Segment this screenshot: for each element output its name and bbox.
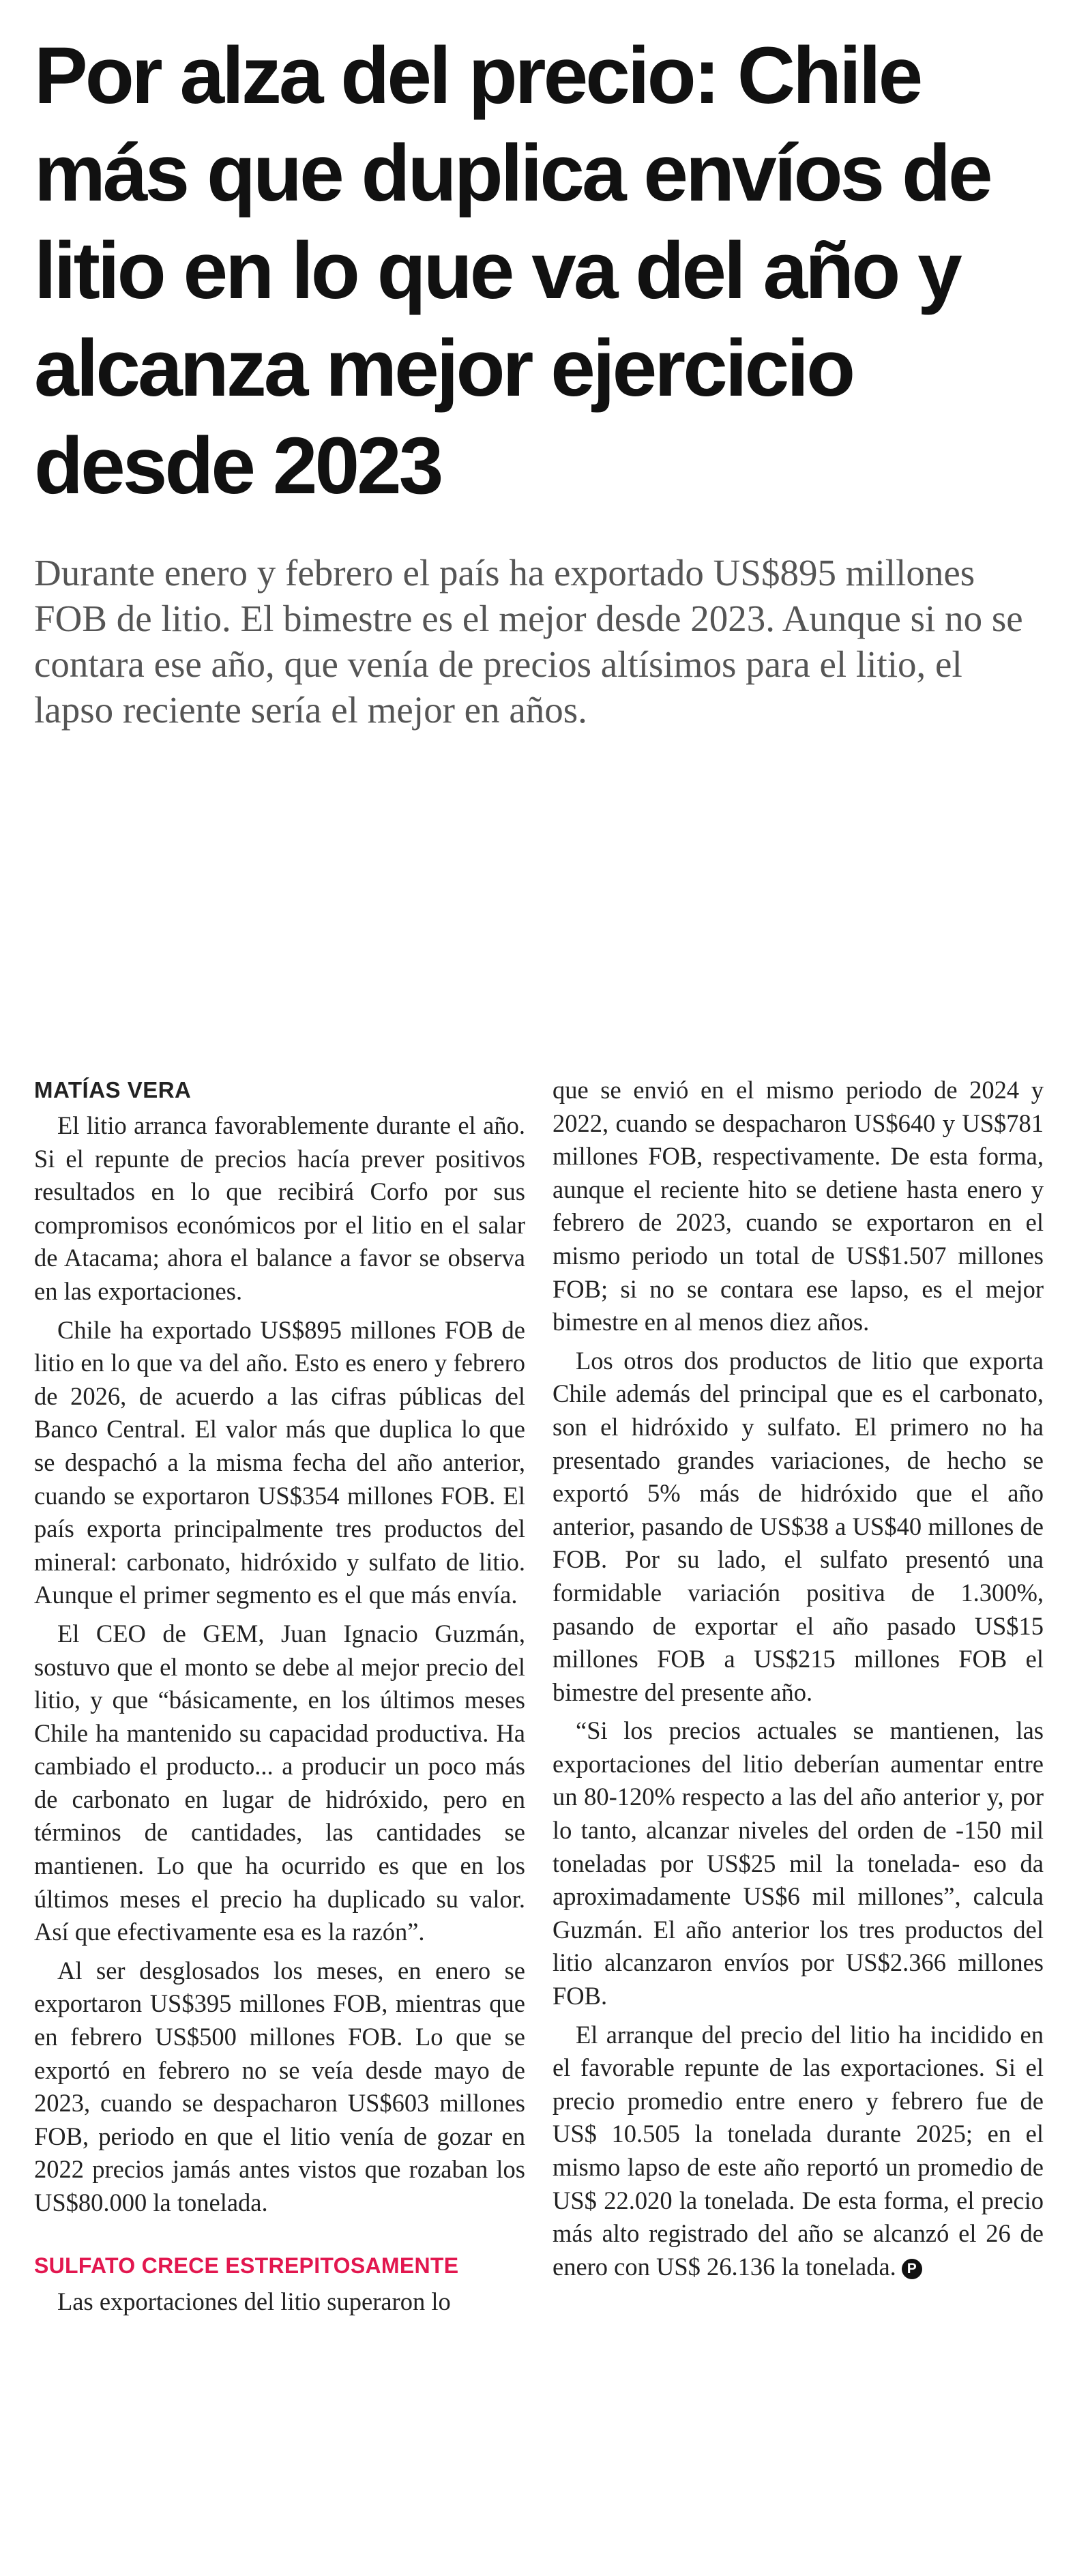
section-subhead: SULFATO CRECE ESTREPITOSAMENTE — [34, 2253, 459, 2278]
headline: Por alza del precio: Chile más que duplica envíos de litio en lo que va del año y alcanza mejor ejercicio desde 2023 — [34, 31, 990, 511]
body-paragraph-continued: que se envió en el mismo periodo de 2024 y 2022, cuando se despacharon US$640 y US$781 millones FOB, respectivamente. De esta forma, aunque el reciente hito se detiene hasta enero y febrero de 2023, cuando se exportaron en el mismo periodo un total de US$1.507 millones FOB; si no se contara ese lapso, es el mejor bimestre en al menos diez años. — [553, 1076, 1044, 1336]
body-paragraph: El litio arranca favorablemente durante el año. Si el repunte de precios hacía prever positivos resultados en lo que recibirá Corfo por sus compromisos económicos por el litio en el salar de Atacama; ahora el balance a favor se observa en las exportaciones. — [34, 1111, 525, 1305]
end-of-article-icon: P — [902, 2259, 922, 2279]
byline: MATÍAS VERA — [34, 1077, 192, 1102]
right-column — [553, 1074, 1044, 2289]
body-paragraph: El CEO de GEM, Juan Ignacio Guzmán, sostuvo que el monto se debe al mejor precio del litio, y que “básicamente, en los últimos meses Chile ha mantenido su capacidad productiva. Ha cambiado el producto... a producir un poco más de carbonato en lugar de hidróxido, pero en términos de cantidades, las cantidades se mantienen. Lo que ha ocurrido es que en los últimos meses el precio ha duplicado su valor. Así que efectivamente esa es la razón”. — [34, 1619, 525, 1946]
body-paragraph-final-text: El arranque del precio del litio ha incidido en el favorable repunte de las exportaciones. Si el precio promedio entre enero y febrero fue de US$ 10.505 la tonelada durante 2025; en el mismo lapso de este año reportó un promedio de US$ 22.020 la tonelada. De esta forma, el precio más alto registrado del año se alcanzó el 26 de enero con US$ 26.136 la tonelada. — [553, 2020, 1044, 2281]
body-paragraph: Al ser desglosados los meses, en enero se exportaron US$395 millones FOB, mientras que en febrero US$500 millones FOB. Lo que se exportó en febrero no se veía desde mayo de 2023, cuando se despacharon US$603 millones FOB, periodo en que el litio venía de gozar en 2022 precios jamás antes vistos que rozaban los US$80.000 la tonelada. — [34, 1956, 525, 2216]
body-paragraph: Chile ha exportado US$895 millones FOB de litio en lo que va del año. Esto es enero y febrero de 2026, de acuerdo a las cifras públicas del Banco Central. El valor más que duplica lo que se despachó a la misma fecha del año anterior, cuando se exportaron US$354 millones FOB. El país exporta principalmente tres productos del mineral: carbonato, hidróxido y sulfato de litio. Aunque el primer segmento es el que más envía. — [34, 1315, 525, 1609]
body-paragraph: Los otros dos productos de litio que exporta Chile además del principal que es el carbonato, son el hidróxido y sulfato. El primero no ha presentado grandes variaciones, de hecho se exportó 5% más de hidróxido que el año anterior, pasando de US$38 a US$40 millones de FOB. Por su lado, el sulfato presentó una formidable variación positiva de 1.300%, pasando de exportar el año pasado US$15 millones FOB a US$215 millones FOB el bimestre del presente año. — [553, 1346, 1044, 1706]
body-paragraph-final — [553, 2019, 1044, 2284]
lead-paragraph: Durante enero y febrero el país ha exportado US$895 millones FOB de litio. El bimestre es el mejor desde 2023. Aunque si no se contara ese año, que venía de precios altísimos para el litio, el lapso reciente sería el mejor en años. — [34, 552, 1023, 731]
body-paragraph: Las exportaciones del litio superaron lo — [57, 2287, 451, 2315]
left-column — [34, 1074, 525, 2324]
body-paragraph: “Si los precios actuales se mantienen, las exportaciones del litio deberían aumentar entre un 80-120% respecto a las del año anterior y, por lo tanto, alcanzar niveles del orden de -150 mil toneladas por US$25 mil la tonelada- eso da aproximadamente US$6 mil millones”, calcula Guzmán. El año anterior los tres productos del litio alcanzaron envíos por US$2.366 millones FOB. — [553, 1716, 1044, 2010]
